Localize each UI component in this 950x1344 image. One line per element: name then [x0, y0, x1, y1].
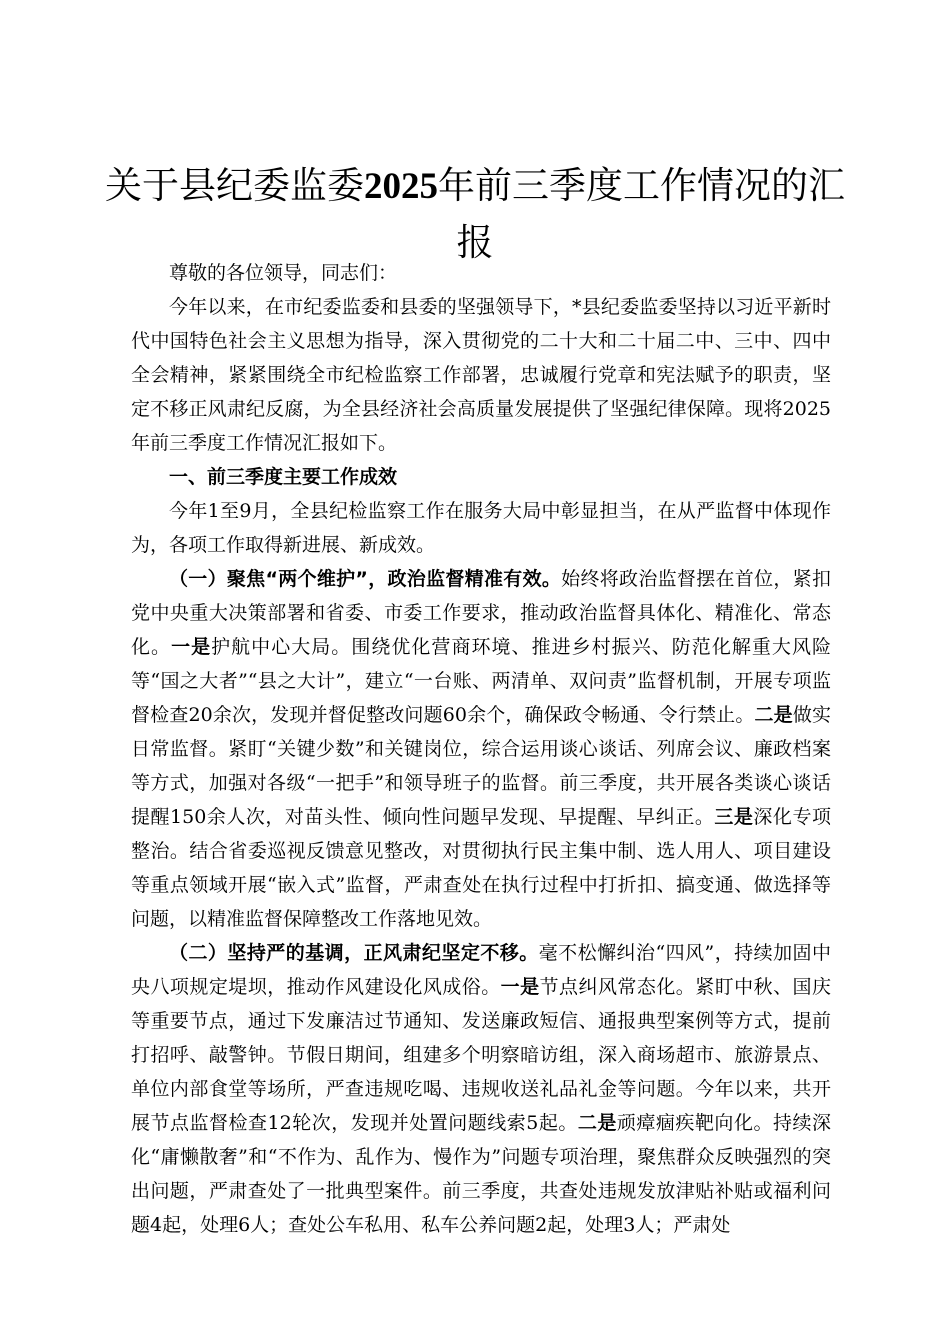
section-heading-1: 一、前三季度主要工作成效	[169, 466, 398, 488]
section-1-point-2-label: 二是	[754, 704, 793, 726]
section-1-point-2: 做实日常监督。紧盯“关键少数”和关键岗位，综合运用谈心谈话、列席会议、廉政档案等方式，加强对各级“一把手”和领导班子的监督。前三季度，共开展各类谈心谈话提醒150余人次，对苗头性、倾向性问题早发现、早提醒、早纠正。	[131, 704, 831, 828]
intro-paragraph: 今年以来，在市纪委监委和县委的坚强领导下，*县纪委监委坚持以习近平新时代中国特色社会主义思想为指导，深入贯彻党的二十大和二十届二中、三中、四中全会精神，紧紧围绕全市纪检监察工作部署，忠诚履行党章和宪法赋予的职责，坚定不移正风肃纪反腐，为全县经济社会高质量发展提供了坚强纪律保障。现将2025年前三季度工作情况汇报如下。	[131, 296, 831, 454]
section-2-point-1: 节点纠风常态化。紧盯中秋、国庆等重要节点，通过下发廉洁过节通知、发送廉政短信、通报典型案例等方式，提前打招呼、敲警钟。节假日期间，组建多个明察暗访组，深入商场超市、旅游景点、单位内部食堂等场所，严查违规吃喝、违规收送礼品礼金等问题。今年以来，共开展节点监督检查12轮次，发现并处置问题线索5起。	[131, 976, 831, 1134]
document-body	[131, 256, 831, 1242]
title-part2: 年前三季度工作情况的汇报	[438, 164, 845, 264]
section-2-lead: 毫不松懈纠治“四风”，持续加固中央八项规定堤坝，推动作风建设化风成俗。	[131, 942, 831, 998]
section-2-point-2-label: 二是	[577, 1112, 617, 1134]
section-2-heading: （二）坚持严的基调，正风肃纪坚定不移。	[169, 942, 539, 964]
summary-paragraph: 今年1至9月，全县纪检监察工作在服务大局中彰显担当，在从严监督中体现作为，各项工作取得新进展、新成效。	[131, 500, 831, 556]
section-1-lead: 始终将政治监督摆在首位，紧扣党中央重大决策部署和省委、市委工作要求，推动政治监督具体化、精准化、常态化。	[131, 568, 831, 658]
salutation: 尊敬的各位领导，同志们：	[169, 262, 398, 284]
document-title	[100, 158, 850, 271]
section-1-paragraph	[131, 562, 831, 936]
section-1-point-3-label: 三是	[714, 806, 754, 828]
section-1-heading: （一）聚焦“两个维护”，政治监督精准有效。	[169, 568, 562, 590]
section-2-point-1-label: 一是	[500, 976, 540, 998]
section-1-point-3: 深化专项整治。结合省委巡视反馈意见整改，对贯彻执行民主集中制、选人用人、项目建设等重点领域开展“嵌入式”监督，严肃查处在执行过程中打折扣、搞变通、做选择等问题，以精准监督保障整改工作落地见效。	[131, 806, 831, 930]
section-2-paragraph	[131, 936, 831, 1242]
title-year: 2025	[364, 166, 438, 207]
title-part1: 关于县纪委监委	[105, 164, 364, 207]
section-2-point-2: 顽瘴痼疾靶向化。持续深化“庸懒散奢”和“不作为、乱作为、慢作为”问题专项治理，聚焦群众反映强烈的突出问题，严肃查处了一批典型案件。前三季度，共查处违规发放津贴补贴或福利问题4起，处理6人；查处公车私用、私车公养问题2起，处理3人；严肃处	[131, 1112, 831, 1236]
section-1-point-1-label: 一是	[171, 636, 212, 658]
section-1-point-1: 护航中心大局。围绕优化营商环境、推进乡村振兴、防范化解重大风险等“国之大者”“县之大计”，建立“一台账、两清单、双问责”监督机制，开展专项监督检查20余次，发现并督促整改问题60余个，确保政令畅通、令行禁止。	[131, 636, 831, 726]
